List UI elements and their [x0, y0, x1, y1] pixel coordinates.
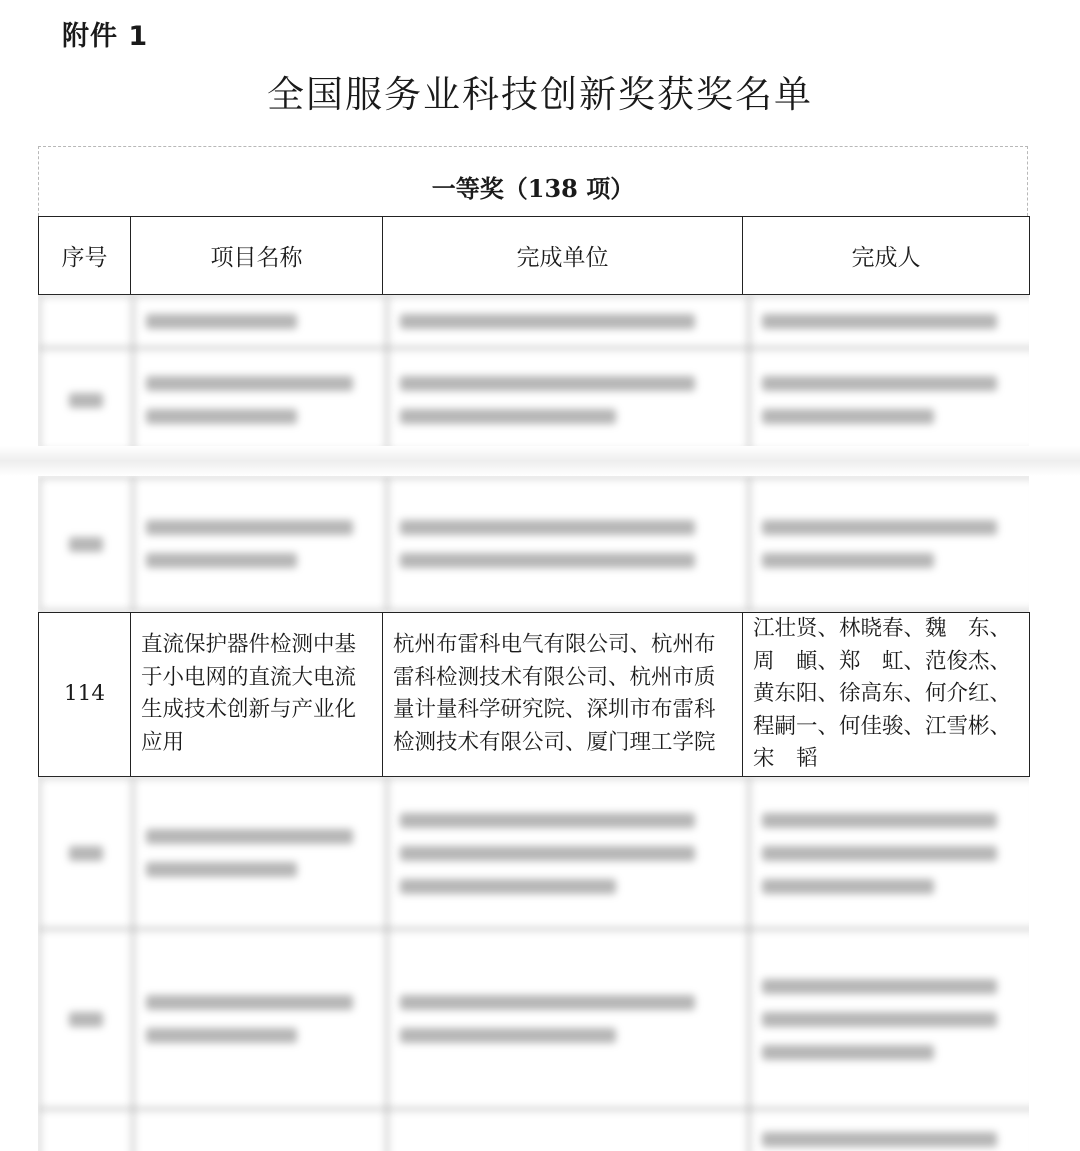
table-header [38, 216, 1030, 295]
header-people: 完成人 [743, 217, 1030, 295]
row-number: 114 [39, 613, 131, 777]
blurred-rows-top [38, 294, 1029, 446]
page-title: 全国服务业科技创新奖获奖名单 [267, 73, 813, 116]
header-units: 完成单位 [383, 217, 743, 295]
header-project-name: 项目名称 [131, 217, 383, 295]
table-row [38, 612, 1030, 777]
scroll-divider [0, 446, 1080, 476]
blurred-row-113 [38, 476, 1029, 612]
header-number: 序号 [39, 217, 131, 295]
row-project-name: 直流保护器件检测中基于小电网的直流大电流生成技术创新与产业化应用 [131, 613, 383, 777]
award-level-header [38, 146, 1028, 216]
award-level-label: 一等奖（138 项） [431, 174, 635, 203]
row-units: 杭州布雷科电气有限公司、杭州布雷科检测技术有限公司、杭州市质量计量科学研究院、深圳市布雷科检测技术有限公司、厦门理工学院 [383, 613, 743, 777]
blurred-rows-bottom [38, 776, 1029, 1151]
attachment-label: 附件 1 [62, 21, 149, 52]
row-people: 江壮贤、林晓春、魏 东、周 頔、郑 虹、范俊杰、黄东阳、徐高东、何介红、程嗣一、何佳骏、江雪彬、宋 韬 [743, 613, 1030, 777]
